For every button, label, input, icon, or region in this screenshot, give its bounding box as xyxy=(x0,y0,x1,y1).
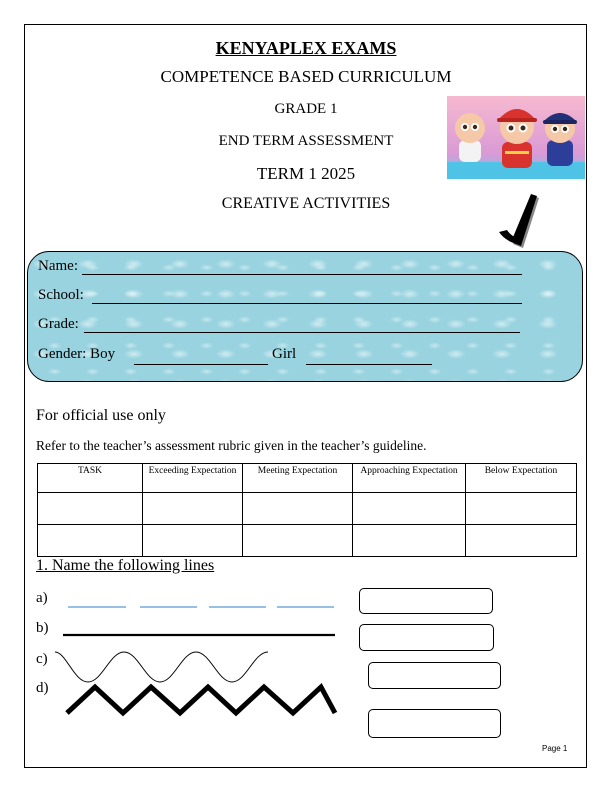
wavy-line xyxy=(55,652,268,682)
rubric-header-task: TASK xyxy=(38,464,143,493)
rubric-header-meeting: Meeting Expectation xyxy=(243,464,353,493)
rubric-instruction: Refer to the teacher’s assessment rubric given in the teacher’s guideline. xyxy=(36,438,427,453)
rubric-header-approaching: Approaching Expectation xyxy=(353,464,466,493)
grade-label: Grade: xyxy=(38,316,79,332)
gender-girl-label: Girl xyxy=(272,346,297,362)
rubric-header-below: Below Expectation xyxy=(466,464,577,493)
name-label: Name: xyxy=(38,258,78,274)
subject-title: CREATIVE ACTIVITIES xyxy=(221,195,391,212)
gender-boy-label: Gender: Boy xyxy=(38,346,116,362)
publisher-title: KENYAPLEX EXAMS xyxy=(215,38,397,58)
answer-box-d[interactable] xyxy=(368,709,501,738)
official-use-title: For official use only xyxy=(36,407,166,424)
school-label: School: xyxy=(38,287,84,303)
answer-box-b[interactable] xyxy=(359,624,494,651)
grade-title: GRADE 1 xyxy=(274,101,338,117)
answer-box-c[interactable] xyxy=(368,662,501,689)
rubric-header-exceeding: Exceeding Expectation xyxy=(143,464,243,493)
term-title: TERM 1 2025 xyxy=(256,164,356,183)
answer-box-a[interactable] xyxy=(359,588,493,614)
curriculum-title: COMPETENCE BASED CURRICULUM xyxy=(160,67,452,86)
zigzag-line xyxy=(67,687,335,713)
page-number: Page 1 xyxy=(542,744,568,753)
item-d-label: d) xyxy=(36,680,49,696)
item-c-label: c) xyxy=(36,651,48,667)
question-1-title: 1. Name the following lines xyxy=(36,557,215,574)
item-a-label: a) xyxy=(36,590,48,606)
item-b-label: b) xyxy=(36,620,49,636)
assessment-title: END TERM ASSESSMENT xyxy=(218,133,394,149)
